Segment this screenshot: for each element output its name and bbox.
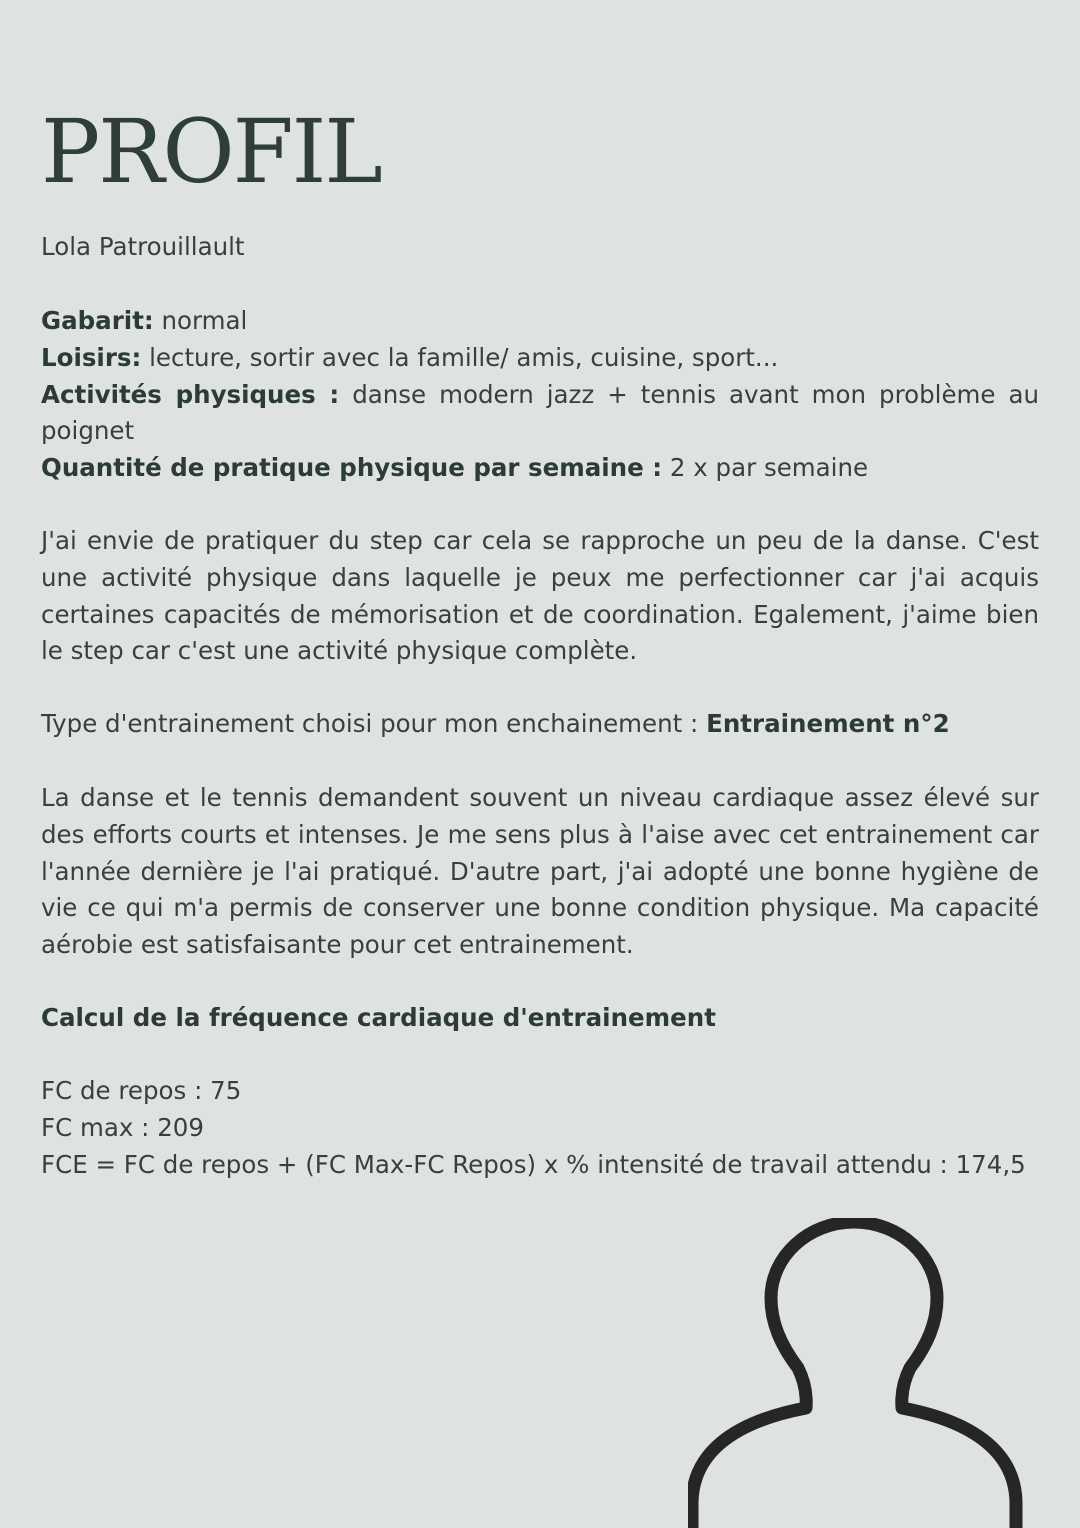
activites-value: danse modern jazz + tennis avant mon problème au (352, 379, 1039, 409)
quantite-line (41, 450, 1039, 487)
calculation-values (41, 1073, 1039, 1183)
gabarit-label: Gabarit: (41, 306, 154, 335)
quantite-label: Quantité de pratique physique par semaine : (41, 453, 663, 483)
loisirs-label: Loisirs: (41, 342, 142, 372)
training-type (41, 706, 1039, 743)
motivation-paragraph (41, 523, 1039, 670)
quantite-value: 2 x par semaine (669, 453, 869, 483)
name-text: Lola Patrouillault (41, 232, 245, 261)
gabarit-value: normal (161, 306, 248, 335)
training-type-value: Entrainement n°2 (706, 709, 950, 738)
profile-details (41, 303, 1039, 487)
calculation-heading-text: Calcul de la fréquence cardiaque d'entrainement (41, 1003, 716, 1032)
profile-name (41, 229, 1039, 266)
loisirs-value: lecture, sortir avec la famille/ amis, cuisine, sport... (149, 342, 779, 372)
training-justification (41, 780, 1039, 964)
calculation-heading (41, 1000, 1039, 1037)
activites-line-2: poignet (41, 416, 135, 446)
activites-label: Activités physiques : (41, 379, 340, 409)
motivation-line: le step car c'est une activité physique complète. (41, 636, 638, 666)
justification-line: La danse et le tennis demandent souvent un niveau cardiaque assez élevé sur (41, 783, 1039, 812)
page-title: PROFIL (41, 100, 381, 203)
training-type-label: Type d'entrainement choisi pour mon enchainement : (41, 709, 699, 738)
motivation-line: certaines capacités de mémorisation et de coordination. Egalement, j'aime bien (41, 599, 1039, 629)
motivation-line: une activité physique dans laquelle je peux me perfectionner car j'ai acquis (41, 562, 1039, 592)
fc-max: FC max : 209 (41, 1112, 204, 1142)
person-silhouette-icon (688, 1218, 1024, 1528)
fc-repos: FC de repos : 75 (41, 1076, 242, 1105)
justification-line: l'année dernière je l'ai pratiqué. D'autre part, j'ai adopté une bonne hygiène de (41, 856, 1039, 886)
motivation-line: J'ai envie de pratiquer du step car cela se rapproche un peu de la danse. C'est (41, 526, 1039, 555)
training-type-line (41, 706, 1039, 743)
gabarit-line (41, 303, 1039, 340)
fce-formula: FCE = FC de repos + (FC Max-FC Repos) x % intensité de travail attendu : 174,5 (41, 1149, 1026, 1179)
loisirs-line (41, 340, 1039, 377)
justification-line: des efforts courts et intenses. Je me sens plus à l'aise avec cet entrainement car (41, 819, 1039, 849)
activites-line (41, 377, 1039, 414)
justification-line: aérobie est satisfaisante pour cet entrainement. (41, 930, 634, 960)
justification-line: vie ce qui m'a permis de conserver une bonne condition physique. Ma capacité (41, 893, 1039, 923)
